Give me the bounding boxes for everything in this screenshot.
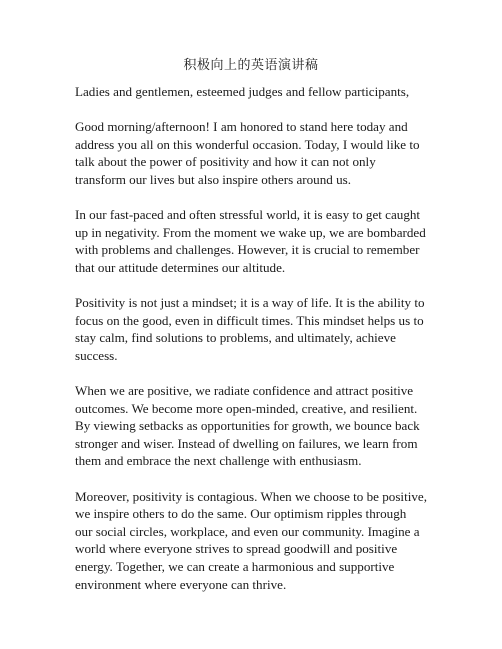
paragraph-mindset: Positivity is not just a mindset; it is a way of life. It is the ability to focus on the good, even in difficult times. This mindset helps us to stay calm, find solutions to problems, and ultimately, achieve success. bbox=[75, 295, 425, 363]
paragraph-contagious: Moreover, positivity is contagious. When we choose to be positive, we inspire others to do the same. Our optimism ripples through our social circles, workplace, and even our community. Imagine a world where everyone strives to spread goodwill and positive energy. Together, we can create a harmonious and supportive environment where everyone can thrive. bbox=[75, 488, 427, 592]
document-body bbox=[75, 83, 427, 611]
paragraph-salutation: Ladies and gentlemen, esteemed judges and fellow participants, bbox=[75, 84, 410, 99]
paragraph-confidence: When we are positive, we radiate confidence and attract positive outcomes. We become more open-minded, creative, and resilient. By viewing setbacks as opportunities for growth, we bounce back stronger and wiser. Instead of dwelling on failures, we learn from them and embrace the next challenge with enthusiasm. bbox=[75, 383, 420, 469]
document-title: 积极向上的英语演讲稿 bbox=[183, 58, 319, 73]
paragraph-greeting: Good morning/afternoon! I am honored to stand here today and address you all on this wonderful occasion. Today, I would like to talk about the power of positivity and how it can not only transform our lives but also inspire others around us. bbox=[75, 119, 420, 187]
paragraph-negativity: In our fast-paced and often stressful world, it is easy to get caught up in negativity. From the moment we wake up, we are bombarded with problems and challenges. However, it is crucial to remember that our attitude determines our altitude. bbox=[75, 207, 426, 275]
